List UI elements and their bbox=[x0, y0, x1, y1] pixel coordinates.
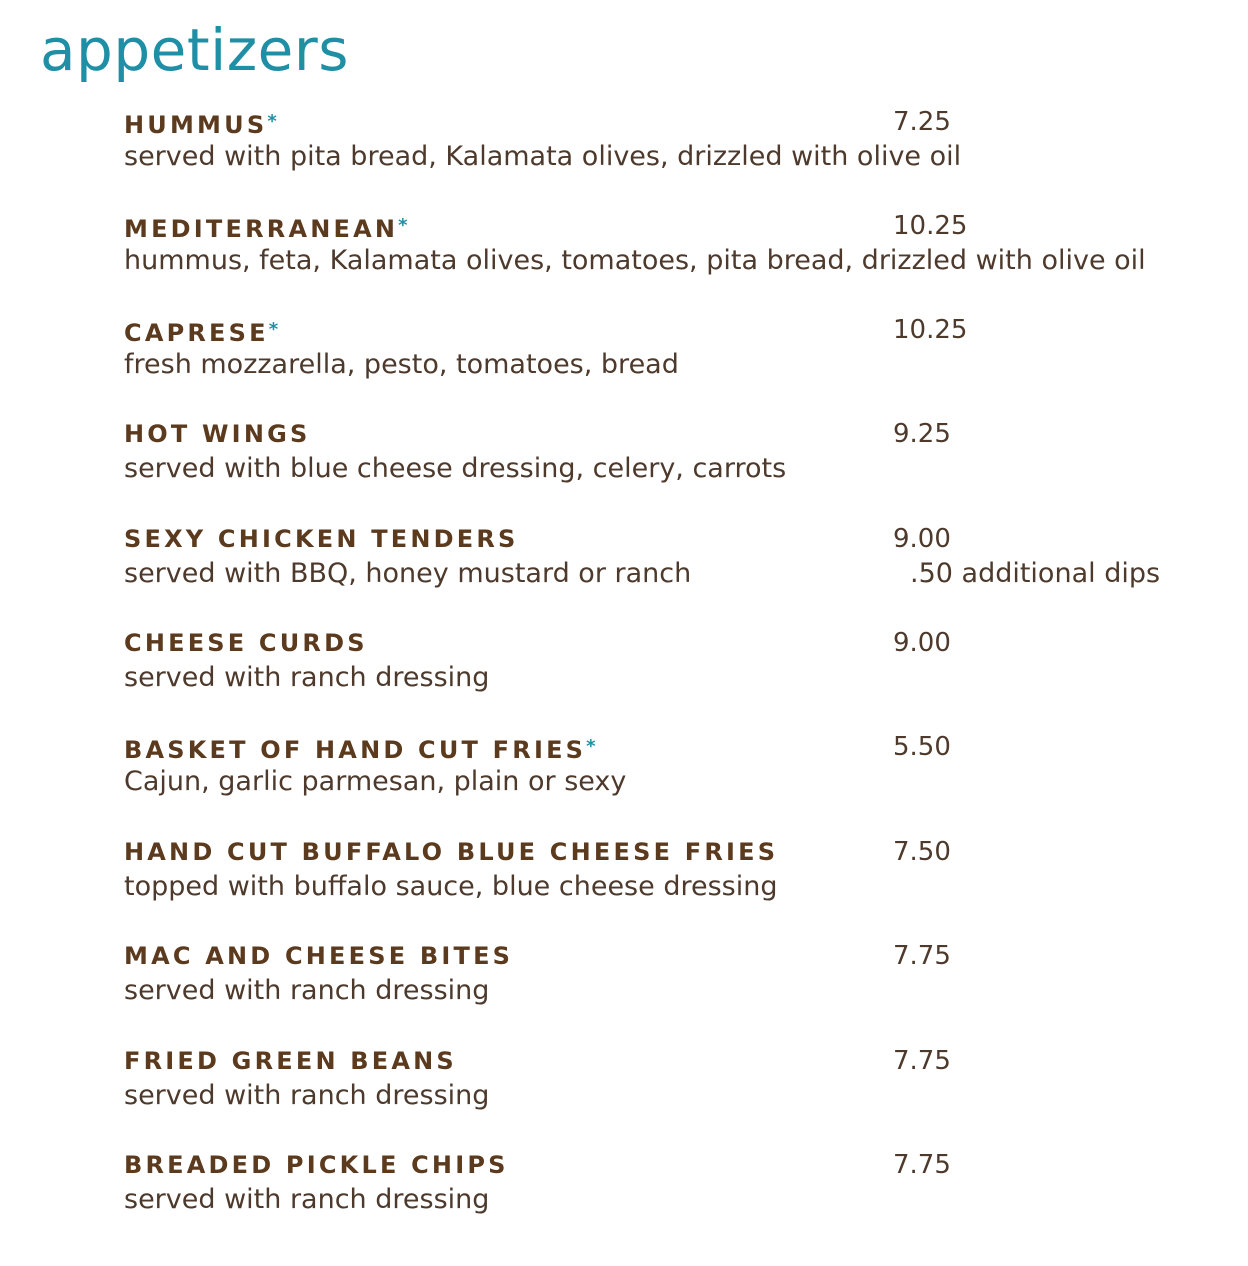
menu-item-fried-green-beans bbox=[124, 1045, 1224, 1125]
item-description: served with ranch dressing bbox=[124, 1080, 490, 1111]
item-name bbox=[124, 314, 278, 349]
item-name-text: HOT WINGS bbox=[124, 420, 311, 448]
item-name bbox=[124, 210, 408, 245]
menu-item-breaded-pickle-chips bbox=[124, 1149, 1224, 1229]
item-price: 9.00 bbox=[893, 628, 951, 658]
item-description: fresh mozzarella, pesto, tomatoes, bread bbox=[124, 349, 679, 380]
asterisk-mark: * bbox=[268, 319, 279, 340]
menu-item-basket-of-fries bbox=[124, 731, 1224, 811]
item-name-text: CHEESE CURDS bbox=[124, 629, 368, 657]
item-name bbox=[124, 523, 519, 555]
item-name bbox=[124, 106, 277, 141]
item-price: 5.50 bbox=[893, 732, 951, 762]
asterisk-mark: * bbox=[267, 111, 277, 132]
item-name-text: HUMMUS bbox=[124, 111, 268, 139]
page-title: appetizers bbox=[40, 16, 349, 84]
item-description: served with ranch dressing bbox=[124, 662, 490, 693]
item-description: served with pita bread, Kalamata olives, drizzled with olive oil bbox=[124, 141, 962, 172]
menu-item-buffalo-blue-cheese-fries bbox=[124, 836, 1224, 916]
item-name bbox=[124, 1149, 509, 1181]
item-name bbox=[124, 418, 311, 450]
item-extra-note: .50 additional dips bbox=[910, 558, 1161, 589]
item-name bbox=[124, 627, 368, 659]
item-name-text: HAND CUT BUFFALO BLUE CHEESE FRIES bbox=[124, 838, 779, 866]
item-price: 7.75 bbox=[893, 1150, 951, 1180]
item-description: Cajun, garlic parmesan, plain or sexy bbox=[124, 766, 627, 797]
menu-item-sexy-chicken-tenders bbox=[124, 523, 1224, 603]
item-price: 7.75 bbox=[893, 941, 951, 971]
menu-item-caprese bbox=[124, 314, 1224, 394]
item-price: 7.75 bbox=[893, 1046, 951, 1076]
item-price: 7.50 bbox=[893, 837, 951, 867]
item-name-text: MEDITERRANEAN bbox=[124, 215, 399, 243]
item-name bbox=[124, 731, 596, 766]
item-name bbox=[124, 1045, 457, 1077]
menu-item-mac-and-cheese-bites bbox=[124, 940, 1224, 1020]
item-description: served with ranch dressing bbox=[124, 1184, 490, 1215]
item-price: 10.25 bbox=[893, 315, 968, 345]
item-description: topped with buffalo sauce, blue cheese dressing bbox=[124, 871, 778, 902]
item-description: hummus, feta, Kalamata olives, tomatoes, pita bread, drizzled with olive oil bbox=[124, 245, 1146, 276]
item-price: 9.00 bbox=[893, 524, 951, 554]
item-price: 7.25 bbox=[893, 107, 951, 137]
item-name-text: BREADED PICKLE CHIPS bbox=[124, 1151, 509, 1179]
item-price: 9.25 bbox=[893, 419, 951, 449]
asterisk-mark: * bbox=[398, 215, 408, 236]
item-description: served with ranch dressing bbox=[124, 975, 490, 1006]
item-description: served with blue cheese dressing, celery, carrots bbox=[124, 453, 787, 484]
item-name-text: SEXY CHICKEN TENDERS bbox=[124, 525, 519, 553]
menu-item-mediterranean bbox=[124, 210, 1224, 290]
item-name-text: MAC AND CHEESE BITES bbox=[124, 942, 514, 970]
menu-item-hummus bbox=[124, 106, 1224, 186]
item-price: 10.25 bbox=[893, 211, 968, 241]
item-name bbox=[124, 940, 513, 972]
asterisk-mark: * bbox=[586, 736, 596, 757]
item-name-text: CAPRESE bbox=[124, 319, 269, 347]
item-name-text: FRIED GREEN BEANS bbox=[124, 1047, 457, 1075]
item-name-text: BASKET OF HAND CUT FRIES bbox=[124, 736, 587, 764]
item-description: served with BBQ, honey mustard or ranch bbox=[124, 558, 692, 589]
item-name bbox=[124, 836, 778, 868]
menu-item-hot-wings bbox=[124, 418, 1224, 498]
menu-item-cheese-curds bbox=[124, 627, 1224, 707]
